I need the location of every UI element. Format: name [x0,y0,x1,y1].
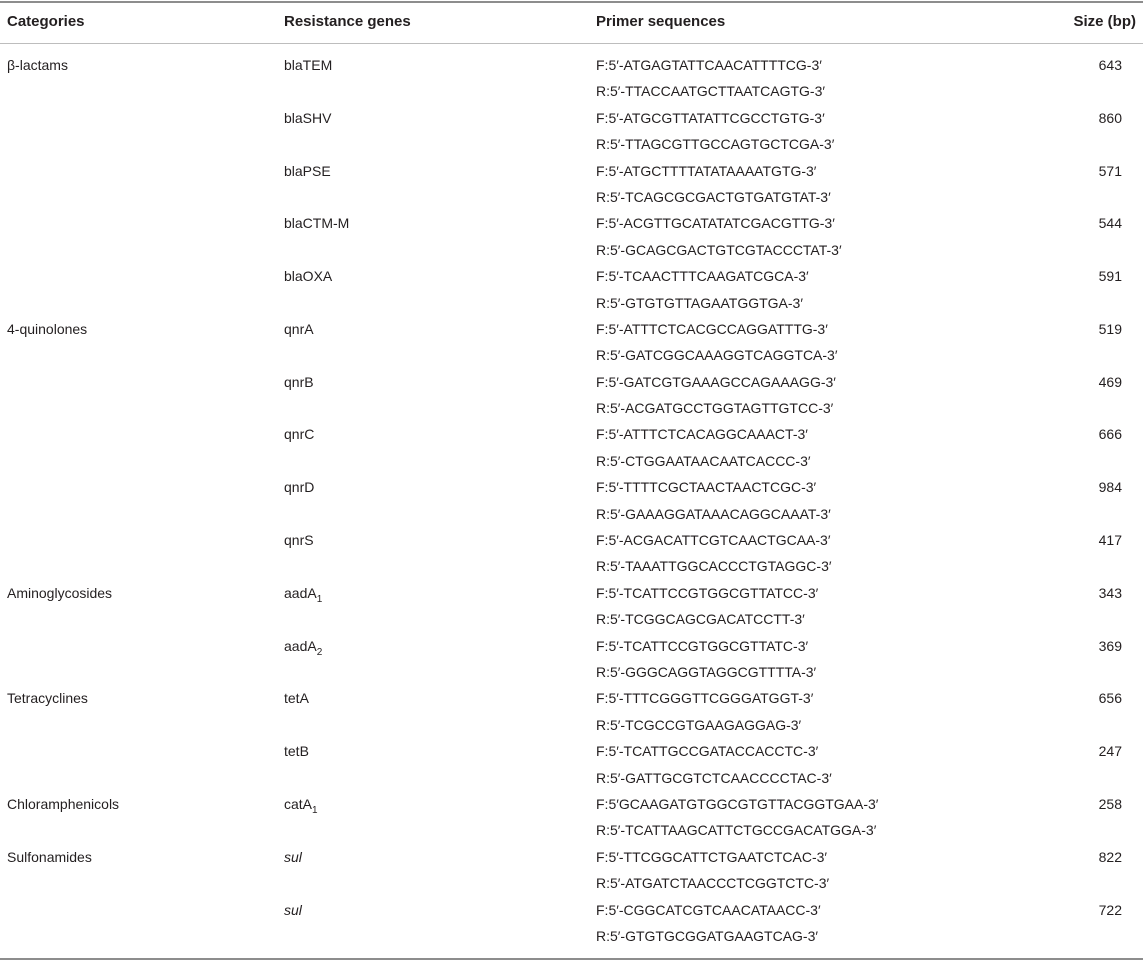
size-cell: 591 [1098,268,1122,285]
gene-name: sul [284,848,302,865]
primer-cell: F:5′-ACGTTGCATATATCGACGTTG-3′ [596,215,835,232]
primer-cell: F:5′-ATGCTTTTATATAAAATGTG-3′ [596,162,817,179]
table-body [0,52,1143,949]
gene-name: qnrB [284,373,314,390]
size-cell: 417 [1098,532,1122,549]
table-row [0,474,1143,500]
gene-name: qnrC [284,426,315,443]
size-cell: 258 [1098,795,1122,812]
primer-cell: R:5′-GTGTGTTAGAATGGTGA-3′ [596,294,803,311]
table-row [0,791,1143,817]
gene-name: qnrS [284,532,314,549]
table-row [0,527,1143,553]
gene-name: blaOXA [284,268,333,285]
gene-name: blaTEM [284,57,333,73]
category-cell: Sulfonamides [7,848,92,865]
gene-cell [284,424,314,444]
primer-cell: F:5′-TCATTCCGTGGCGTTATCC-3′ [596,584,819,601]
primer-cell: R:5′-TTAGCGTTGCCAGTGCTCGA-3′ [596,136,835,153]
table-row [0,290,1143,316]
gene-cell [284,477,314,497]
primer-cell: R:5′-GTGTGCGGATGAAGTCAG-3′ [596,927,819,944]
gene-name: blaCTM-M [284,215,350,232]
gene-cell [284,688,309,708]
gene-cell [284,161,331,181]
size-cell: 656 [1098,690,1122,707]
table-row [0,817,1143,843]
gene-subscript: 2 [316,646,323,658]
primer-cell: R:5′-GAAAGGATAAACAGGCAAAT-3′ [596,505,831,522]
size-cell: 984 [1098,479,1122,496]
table-row [0,78,1143,104]
table-row [0,158,1143,184]
primer-cell: R:5′-TCATTAAGCATTCTGCCGACATGGA-3′ [596,822,877,839]
size-cell: 571 [1098,162,1122,179]
table-row [0,105,1143,131]
table-row [0,501,1143,527]
table-row [0,316,1143,342]
table-row [0,52,1143,78]
table-row [0,210,1143,236]
header-categories: Categories [7,13,85,30]
primer-cell: F:5′-TTTCGGGTTCGGGATGGT-3′ [596,690,814,707]
table-row [0,606,1143,632]
table-row [0,131,1143,157]
table-row [0,659,1143,685]
primer-cell: R:5′-GATCGGCAAAGGTCAGGTCA-3′ [596,347,838,364]
gene-cell [284,741,309,761]
size-cell: 544 [1098,215,1122,232]
gene-subscript: 1 [312,804,318,816]
primer-cell: F:5′-ATGCGTTATATTCGCCTGTG-3′ [596,109,825,126]
size-cell: 666 [1098,426,1122,443]
primer-cell: F:5′-ACGACATTCGTCAACTGCAA-3′ [596,532,831,549]
primer-cell: F:5′-GATCGTGAAAGCCAGAAAGG-3′ [596,373,836,390]
table-row [0,263,1143,289]
primer-cell: F:5′-TCATTCCGTGGCGTTATC-3′ [596,637,809,654]
size-cell: 643 [1098,57,1122,73]
table-row [0,685,1143,711]
table-row [0,923,1143,949]
gene-name: qnrA [284,320,314,337]
primer-cell: R:5′-TCAGCGCGACTGTGATGTAT-3′ [596,188,831,205]
primer-cell: F:5′-TTCGGCATTCTGAATCTCAC-3′ [596,848,828,865]
gene-cell [284,530,314,550]
primer-cell: F:5′-TCAACTTTCAAGATCGCA-3′ [596,268,809,285]
gene-cell [284,266,332,286]
table-row [0,395,1143,421]
table-row [0,897,1143,923]
primer-cell: F:5′GCAAGATGTGGCGTGTTACGGTGAA-3′ [596,795,879,812]
size-cell: 247 [1098,743,1122,760]
table-row [0,448,1143,474]
primer-cell: R:5′-CTGGAATAACAATCACCC-3′ [596,452,811,469]
primer-cell: F:5′-ATTTCTCACGCCAGGATTTG-3′ [596,320,828,337]
header-primer-sequences: Primer sequences [596,13,726,30]
primer-cell: R:5′-ATGATCTAACCCTCGGTCTC-3′ [596,875,830,892]
primer-cell: F:5′-TCATTGCCGATACCACCTC-3′ [596,743,819,760]
gene-cell [284,213,349,233]
gene-name: aadA [284,584,317,601]
primer-cell: R:5′-GCAGCGACTGTCGTACCCTAT-3′ [596,241,842,258]
size-cell: 469 [1098,373,1122,390]
category-cell: Aminoglycosides [7,584,113,601]
category-cell: 4-quinolones [7,320,88,337]
gene-name: tetA [284,690,309,707]
table-header-row [0,0,1143,43]
primer-cell: R:5′-ACGATGCCTGGTAGTTGTCC-3′ [596,400,834,417]
table-row [0,738,1143,764]
gene-cell [284,900,302,920]
gene-cell [284,319,314,339]
table-row [0,184,1143,210]
primer-cell: R:5′-GGGCAGGTAGGCGTTTTA-3′ [596,663,817,680]
table-row [0,633,1143,659]
primer-cell: R:5′-TAAATTGGCACCCTGTAGGC-3′ [596,558,832,575]
table-row [0,553,1143,579]
table-row [0,712,1143,738]
table-row [0,369,1143,395]
primer-cell: R:5′-TCGGCAGCGACATCCTT-3′ [596,611,805,628]
primer-cell: R:5′-TTACCAATGCTTAATCAGTG-3′ [596,83,825,100]
gene-name: aadA [284,637,317,654]
table-row [0,580,1143,606]
size-cell: 343 [1098,584,1122,601]
gene-name: tetB [284,743,309,760]
gene-name: blaSHV [284,109,332,126]
primer-cell: F:5′-ATTTCTCACAGGCAAACT-3′ [596,426,808,443]
category-cell: Tetracyclines [7,690,88,707]
table-row [0,870,1143,896]
gene-cell [284,847,302,867]
table-row [0,844,1143,870]
primer-cell: R:5′-GATTGCGTCTCAACCCCTAC-3′ [596,769,832,786]
header-size: Size (bp) [1073,13,1136,30]
gene-cell [284,55,332,75]
gene-cell [284,372,314,392]
gene-name: blaPSE [284,162,331,179]
category-cell: Chloramphenicols [7,795,120,812]
primer-cell: F:5′-TTTTCGCTAACTAACTCGC-3′ [596,479,817,496]
table-row [0,342,1143,368]
header-resistance-genes: Resistance genes [284,13,411,30]
table-bottom-rule [0,958,1143,960]
size-cell: 519 [1098,320,1122,337]
table-row [0,237,1143,263]
primer-cell: F:5′-ATGAGTATTCAACATTTTCG-3′ [596,57,822,73]
size-cell: 822 [1098,848,1122,865]
table-header-rule [0,43,1143,44]
category-cell: β-lactams [7,57,68,73]
size-cell: 722 [1098,901,1122,918]
size-cell: 860 [1098,109,1122,126]
table-row [0,765,1143,791]
gene-name: qnrD [284,479,315,496]
gene-cell [284,108,331,128]
table-row [0,421,1143,447]
gene-subscript: 1 [316,593,323,605]
primer-cell: F:5′-CGGCATCGTCAACATAACC-3′ [596,901,821,918]
primer-cell: R:5′-TCGCCGTGAAGAGGAG-3′ [596,716,802,733]
gene-name: sul [284,901,302,918]
size-cell: 369 [1098,637,1122,654]
gene-name: catA [284,795,313,812]
